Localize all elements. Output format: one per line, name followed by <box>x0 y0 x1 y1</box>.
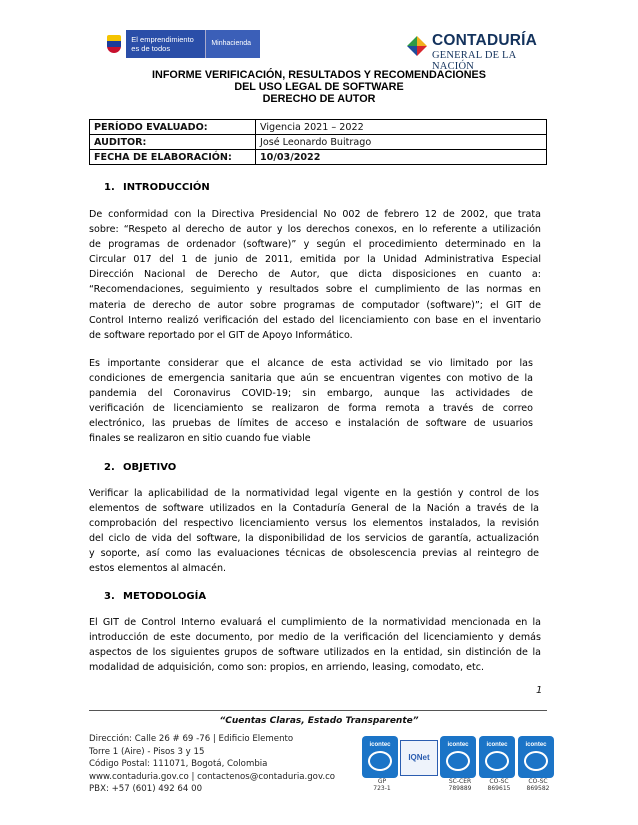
gov-logo-line2: es de todos <box>131 44 171 53</box>
metodologia-paragraph <box>89 615 541 675</box>
footer-slogan: “Cuentas Claras, Estado Transparente” <box>219 716 419 726</box>
gov-logo-line1: El emprendimiento <box>131 35 194 44</box>
paragraph-line: comprobación del respectivo licenciamiento versus los elementos instalados, la revisión <box>89 518 539 530</box>
address-line: Torre 1 (Aire) - Pisos 3 y 15 <box>89 746 205 757</box>
table-row <box>90 150 547 165</box>
table-row <box>90 120 547 135</box>
paragraph-line: y soporte, así como las evaluaciones técnicas de obsolescencia previas al reintegro de <box>89 548 539 560</box>
iqnet-badge-icon: IQNet <box>400 740 438 776</box>
paragraph-line: Control Interno realizó verificación del estado del licenciamiento con base en el inventario <box>89 314 541 326</box>
paragraph-line: verificación de licenciamiento se realizaron de forma remota a través de correo <box>89 403 533 415</box>
paragraph-line: Circular 017 del 1 de junio de 2011, emitida por la Unidad Administrativa Especial <box>89 254 541 266</box>
paragraph-line: introducción de este documento, por medio de la verificación del licenciamiento y demás <box>89 632 541 644</box>
date-label: FECHA DE ELABORACIÓN: <box>90 150 256 165</box>
table-row <box>90 135 547 150</box>
section-heading-objetivo <box>104 462 176 473</box>
paragraph-line: De conformidad con la Directiva Presidencial No 002 de febrero 12 de 2002, que trata <box>89 209 541 220</box>
colombia-seal-icon <box>101 30 126 58</box>
icontec-badge-icon: icontec <box>479 736 515 778</box>
gov-logo <box>101 30 260 58</box>
document-title-line1: INFORME VERIFICACIÓN, RESULTADOS Y RECOMENDACIONES <box>152 69 486 81</box>
pbx-line: PBX: +57 (601) 492 64 00 <box>89 784 203 794</box>
paragraph-line: Dirección Nacional de Derecho de Autor, que dicta disposiciones en cuanto a: <box>89 269 541 281</box>
paragraph-line: sobre: “Respeto al derecho de autor y los derechos conexos, en lo referente a utilización <box>89 224 541 236</box>
section-title: INTRODUCCIÓN <box>123 182 210 193</box>
cert-badge-1 <box>362 736 402 792</box>
document-title-line2: DEL USO LEGAL DE SOFTWARE <box>234 81 404 93</box>
cert-code: SC-CER 789889 <box>448 778 472 792</box>
paragraph-line: del ciclo de vida del software, la disponibilidad de los servicios de garantía, actualización <box>89 533 539 545</box>
cert-badge-5 <box>518 736 558 792</box>
section-number: 2. <box>104 462 115 473</box>
cert-badge-3 <box>440 736 480 792</box>
icontec-badge-icon: icontec <box>518 736 554 778</box>
cgn-name: CONTADURÍA <box>432 32 538 49</box>
paragraph-line: estos elementos al almacén. <box>89 563 227 575</box>
paragraph-line: El GIT de Control Interno evaluará el cumplimiento de la normatividad mencionada en la <box>89 617 541 628</box>
paragraph-line: pandemia del Coronavirus COVID-19; sin embargo, aunque las actividades de <box>89 388 533 400</box>
paragraph-line: elementos de software utilizados en la Contaduría General de la Nación a través de la <box>89 503 539 515</box>
report-info-table <box>89 119 547 165</box>
section-title: METODOLOGÍA <box>123 591 207 602</box>
period-label: PERÍODO EVALUADO: <box>90 120 256 135</box>
section-number: 1. <box>104 182 115 193</box>
paragraph-line: finales se realizaron en sitio cuando fue viable <box>89 433 311 445</box>
paragraph-line: de programas de ordenador (software)” y según el procedimiento determinado en la <box>89 239 541 251</box>
auditor-value: José Leonardo Buitrago <box>256 135 547 150</box>
cert-badge-2 <box>400 740 438 776</box>
section-heading-metodologia <box>104 591 206 602</box>
paragraph-line: materia de derecho de autor sobre programas de computador (software)”; el GIT de <box>89 299 541 311</box>
contact-links: www.contaduria.gov.co | contactenos@contaduria.gov.co <box>89 771 336 782</box>
cert-badge-4 <box>479 736 519 792</box>
section-title: OBJETIVO <box>123 462 177 473</box>
footer-divider <box>89 710 547 711</box>
section-number: 3. <box>104 591 115 602</box>
cgn-subtitle: GENERAL DE LA NACIÓN <box>432 50 516 72</box>
footer-address <box>89 733 335 796</box>
icontec-badge-icon: icontec <box>440 736 476 778</box>
paragraph-line: condiciones de emergencia sanitaria que aún se encuentran vigentes con motivo de la <box>89 373 533 385</box>
paragraph-line: electrónico, las pruebas de límites de acceso e instalación de software de usuarios <box>89 418 533 430</box>
cgn-emblem-icon <box>405 33 429 59</box>
period-value: Vigencia 2021 – 2022 <box>256 120 547 135</box>
intro-paragraph-1 <box>89 207 541 343</box>
address-line: Dirección: Calle 26 # 69 -76 | Edificio Elemento <box>89 734 294 744</box>
cert-code: GP 723-1 <box>373 778 391 792</box>
auditor-label: AUDITOR: <box>90 135 256 150</box>
cert-code: CO-SC 869582 <box>526 778 550 792</box>
intro-paragraph-2 <box>89 356 533 447</box>
objetivo-paragraph <box>89 486 539 577</box>
paragraph-line: Es importante considerar que el alcance de esta actividad se vio limitado por las <box>89 358 533 369</box>
address-line: Código Postal: 111071, Bogotá, Colombia <box>89 759 268 769</box>
section-heading-introduccion <box>104 182 210 193</box>
cert-code: CO-SC 869615 <box>487 778 511 792</box>
paragraph-line: de software reportado por el GIT de Apoyo Informático. <box>89 329 353 341</box>
paragraph-line: “Recomendaciones, seguimiento y resultados sobre el cumplimiento de las normas en <box>89 284 541 296</box>
cgn-logo <box>405 30 538 72</box>
paragraph-line: aspectos de los siguientes grupos de software utilizados en la entidad, sin distinción de la <box>89 647 541 659</box>
icontec-badge-icon: icontec <box>362 736 398 778</box>
page-number: 1 <box>536 685 543 696</box>
paragraph-line: Verificar la aplicabilidad de la normatividad legal vigente en la gestión y control de los <box>89 488 539 499</box>
paragraph-line: modalidad de adquisición, como son: propios, en arriendo, leasing, comodato, etc. <box>89 662 485 674</box>
date-value: 10/03/2022 <box>256 150 547 165</box>
document-title-line3: DERECHO DE AUTOR <box>262 93 376 105</box>
ministry-label: Minhacienda <box>205 30 260 58</box>
